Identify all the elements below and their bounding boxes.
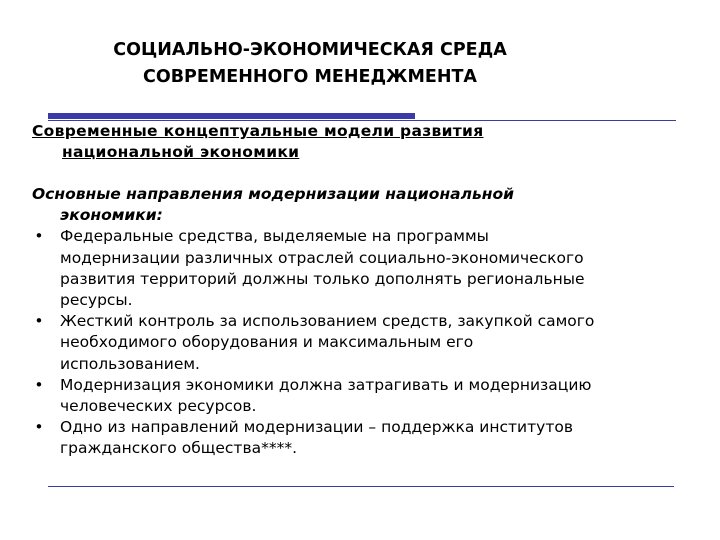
- list-item-text: ресурсы.: [60, 291, 133, 310]
- intro-heading-line-2: экономики:: [60, 206, 163, 225]
- list-item-text: Модернизация экономики должна затрагивать и модернизацию: [60, 375, 592, 394]
- slide-subtitle-line-2: национальной экономики: [62, 143, 300, 161]
- bullet-icon: •: [34, 418, 44, 437]
- slide-subtitle: [32, 121, 632, 163]
- intro-heading: [32, 184, 682, 226]
- list-item-text: Федеральные средства, выделяемые на программы: [60, 227, 489, 246]
- list-item-text: модернизации различных отраслей социально-экономического: [60, 248, 584, 267]
- intro-heading-line-1: Основные направления модернизации национальной: [32, 185, 514, 203]
- list-item-text: человеческих ресурсов.: [60, 397, 257, 416]
- slide-body: [32, 184, 682, 460]
- list-item-text: гражданского общества****.: [60, 439, 298, 458]
- list-item-text: использованием.: [60, 354, 200, 373]
- accent-divider-thick: [48, 113, 415, 119]
- list-item: [32, 226, 682, 311]
- slide-title-line-2: СОВРЕМЕННОГО МЕНЕДЖМЕНТА: [143, 67, 477, 87]
- list-item-text: Жесткий контроль за использованием средств, закупкой самого: [60, 312, 595, 331]
- list-item: [32, 375, 682, 417]
- list-item-text: необходимого оборудования и максимальным его: [60, 333, 474, 352]
- accent-divider-bottom: [48, 486, 674, 487]
- slide-title: [100, 37, 520, 91]
- list-item-text: развития территорий должны только дополнять региональные: [60, 269, 585, 288]
- list-item: [32, 417, 682, 459]
- bullet-list: [32, 226, 682, 459]
- slide-title-line-1: СОЦИАЛЬНО-ЭКОНОМИЧЕСКАЯ СРЕДА: [113, 40, 507, 60]
- slide-subtitle-line-1: Современные концептуальные модели развития: [32, 122, 484, 140]
- bullet-icon: •: [34, 227, 44, 246]
- list-item: [32, 311, 682, 375]
- list-item-text: Одно из направлений модернизации – поддержка институтов: [60, 418, 573, 437]
- bullet-icon: •: [34, 375, 44, 394]
- bullet-icon: •: [34, 312, 44, 331]
